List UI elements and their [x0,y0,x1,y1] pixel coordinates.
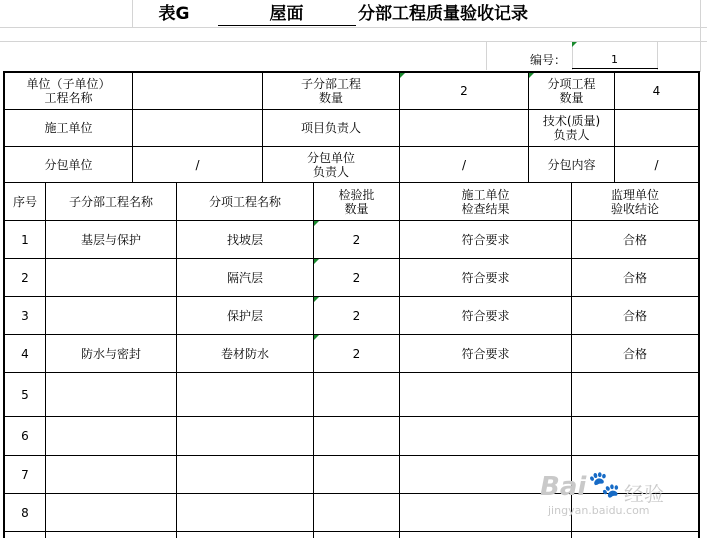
row-item[interactable]: 隔汽层 [226,270,263,285]
watermark-brand-cn: 经验 [624,482,664,506]
gridline [0,27,707,28]
sub-content-label: 分包内容 [547,157,596,172]
col-header-conclusion: 监理单位 验收结论 [610,187,659,216]
row-conclusion[interactable] [572,373,698,416]
project-part: 屋面 [269,4,304,24]
table-code: 表G [158,4,190,24]
sub-manager-value[interactable]: / [461,157,467,172]
row-item[interactable] [177,373,313,416]
sub-part-count-value[interactable]: 2 [460,84,468,98]
project-manager-label: 项目负责人 [300,121,361,135]
row-item[interactable]: 保护层 [226,308,263,323]
gridline [0,41,707,42]
comment-marker [314,259,319,264]
gridline [132,0,133,27]
row-check[interactable]: 符合要求 [461,270,510,285]
row-check[interactable]: 符合要求 [461,232,510,247]
gridline [657,42,658,70]
row-batch[interactable]: 2 [352,270,361,285]
row-item[interactable]: 卷材防水 [220,346,269,361]
gridline [486,42,487,70]
row-batch[interactable]: 2 [352,308,361,323]
row-check[interactable]: 符合要求 [461,346,510,361]
row-item[interactable] [177,417,313,455]
col-header-seq: 序号 [12,194,37,209]
row-sub-part[interactable] [46,259,176,296]
contractor-label: 施工单位 [44,121,93,135]
col-header-sub-part: 子分部工程名称 [68,194,153,209]
number-underline [572,68,658,69]
unit-label: 单位（子单位） 工程名称 [26,77,111,105]
row-conclusion[interactable]: 合格 [622,270,647,285]
row-seq: 6 [21,429,29,443]
row-conclusion[interactable] [572,417,698,455]
number-label: 编号： [529,53,566,67]
row-batch[interactable] [314,494,399,531]
sub-part-count-label: 子分部工程 数量 [300,77,361,105]
row-conclusion[interactable]: 合格 [622,232,647,247]
tech-lead-label: 技术(质量) 负责人 [542,114,601,142]
row-sub-part[interactable] [46,494,176,531]
col-header-item: 分项工程名称 [208,194,281,209]
subcontractor-label: 分包单位 [44,157,93,172]
row-check[interactable] [400,417,571,455]
row-sub-part[interactable]: 基层与保护 [80,232,141,247]
row-batch[interactable]: 2 [352,346,361,361]
project-part-underline [218,25,356,26]
sub-manager-label: 分包单位 负责人 [306,150,355,179]
col-header-check: 施工单位 检查结果 [461,187,510,216]
row-seq: 8 [21,505,29,520]
watermark-url: jingyan.baidu.com [548,504,650,517]
tech-lead-value[interactable] [615,110,698,146]
row-sub-part[interactable] [46,373,176,416]
subcontractor-value[interactable]: / [195,157,200,172]
gridline [700,0,701,72]
comment-marker [314,221,319,226]
comment-marker [400,73,405,78]
comment-marker [314,297,319,302]
number-value[interactable]: 1 [611,53,618,66]
comment-marker [314,335,319,340]
col-header-batch: 检验批 数量 [338,187,375,216]
row-sub-part[interactable] [46,417,176,455]
paw-icon: 🐾 [588,470,621,500]
item-count-label: 分项工程 数量 [547,77,596,105]
sub-content-value[interactable]: / [654,157,659,172]
unit-value[interactable] [133,73,262,109]
row-item[interactable]: 找坡层 [226,232,263,247]
row-seq: 1 [21,232,29,247]
row-seq: 4 [21,346,29,361]
row-conclusion[interactable]: 合格 [622,308,647,323]
row-seq: 3 [21,308,29,323]
row-conclusion[interactable]: 合格 [622,346,647,361]
row-line [4,531,700,532]
row-sub-part[interactable] [46,297,176,334]
row-item[interactable] [177,494,313,531]
project-manager-value[interactable] [400,110,528,146]
row-check[interactable]: 符合要求 [461,308,510,323]
item-count-value[interactable]: 4 [652,84,661,98]
contractor-value[interactable] [133,110,262,146]
watermark-brand: Bai [540,472,587,502]
page-title: 分部工程质量验收记录 [358,4,528,24]
row-seq: 7 [21,467,29,482]
table-border [698,71,700,538]
row-sub-part[interactable] [46,456,176,493]
row-seq: 5 [21,387,29,402]
row-batch[interactable]: 2 [352,232,361,247]
comment-marker [529,73,534,78]
row-batch[interactable] [314,456,399,493]
comment-marker [572,42,577,47]
row-seq: 2 [21,270,29,285]
row-batch[interactable] [314,417,399,455]
row-item[interactable] [177,456,313,493]
row-sub-part[interactable]: 防水与密封 [80,346,141,361]
row-batch[interactable] [314,373,399,416]
row-check[interactable] [400,373,571,416]
